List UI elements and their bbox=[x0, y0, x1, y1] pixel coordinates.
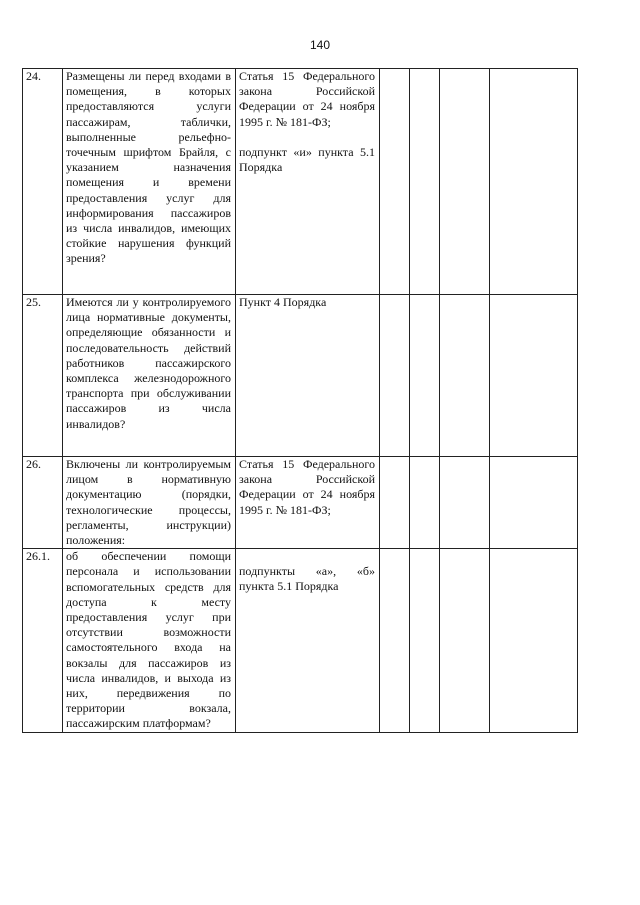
item-number: 24. bbox=[23, 69, 63, 295]
answer-cell-na bbox=[440, 457, 490, 549]
legal-reference bbox=[236, 457, 380, 549]
item-number: 25. bbox=[23, 295, 63, 457]
table-row bbox=[23, 69, 578, 295]
comment-cell bbox=[490, 69, 578, 295]
answer-cell-yes bbox=[380, 457, 410, 549]
answer-cell-na bbox=[440, 295, 490, 457]
table-row bbox=[23, 549, 578, 732]
comment-cell bbox=[490, 549, 578, 732]
item-number: 26. bbox=[23, 457, 63, 549]
question-text: об обеспечении помощи персонала и использовании вспомогательных средств для доступа к месту предоставления услуг при отсутствии возможности самостоятельного входа на вокзалы для пассажиров из числа инвалидов, и выхода из них, передвижения по территории вокзала, пассажирским платформам? bbox=[63, 549, 236, 732]
question-text: Размещены ли перед входами в помещения, в которых предоставляются услуги пассажирам, таблички, выполненные рельефно-точечным шрифтом Брайля, с указанием назначения помещения и времени предоставления услуг для информирования пассажиров из числа инвалидов, имеющих стойкие нарушения функций зрения? bbox=[63, 69, 236, 295]
question-text: Включены ли контролируемым лицом в нормативную документацию (порядки, технологические процессы, регламенты, инструкции) положения: bbox=[63, 457, 236, 549]
answer-cell-na bbox=[440, 549, 490, 732]
page-number: 140 bbox=[309, 38, 331, 52]
answer-cell-no bbox=[410, 549, 440, 732]
legal-reference bbox=[236, 69, 380, 295]
question-text: Имеются ли у контролируемого лица нормативные документы, определяющие обязанности и последовательность действий работников пассажирского комплекса железнодорожного транспорта при обслуживании пассажиров из числа инвалидов? bbox=[63, 295, 236, 457]
answer-cell-no bbox=[410, 295, 440, 457]
item-number: 26.1. bbox=[23, 549, 63, 732]
comment-cell bbox=[490, 295, 578, 457]
answer-cell-yes bbox=[380, 69, 410, 295]
table-row bbox=[23, 295, 578, 457]
legal-reference bbox=[236, 549, 380, 732]
legal-reference bbox=[236, 295, 380, 457]
answer-cell-yes bbox=[380, 295, 410, 457]
reference-primary: Пункт 4 Порядка bbox=[239, 295, 327, 309]
answer-cell-no bbox=[410, 69, 440, 295]
reference-primary: Статья 15 Федерального закона Российской Федерации от 24 ноября 1995 г. № 181-ФЗ; bbox=[239, 457, 375, 517]
table-row bbox=[23, 457, 578, 549]
reference-secondary: подпункты «а», «б» пункта 5.1 Порядка bbox=[239, 564, 375, 594]
checklist-table bbox=[22, 68, 578, 733]
answer-cell-na bbox=[440, 69, 490, 295]
reference-secondary: подпункт «и» пункта 5.1 Порядка bbox=[239, 144, 375, 175]
comment-cell bbox=[490, 457, 578, 549]
answer-cell-yes bbox=[380, 549, 410, 732]
answer-cell-no bbox=[410, 457, 440, 549]
reference-primary: Статья 15 Федерального закона Российской Федерации от 24 ноября 1995 г. № 181-ФЗ; bbox=[239, 69, 375, 129]
